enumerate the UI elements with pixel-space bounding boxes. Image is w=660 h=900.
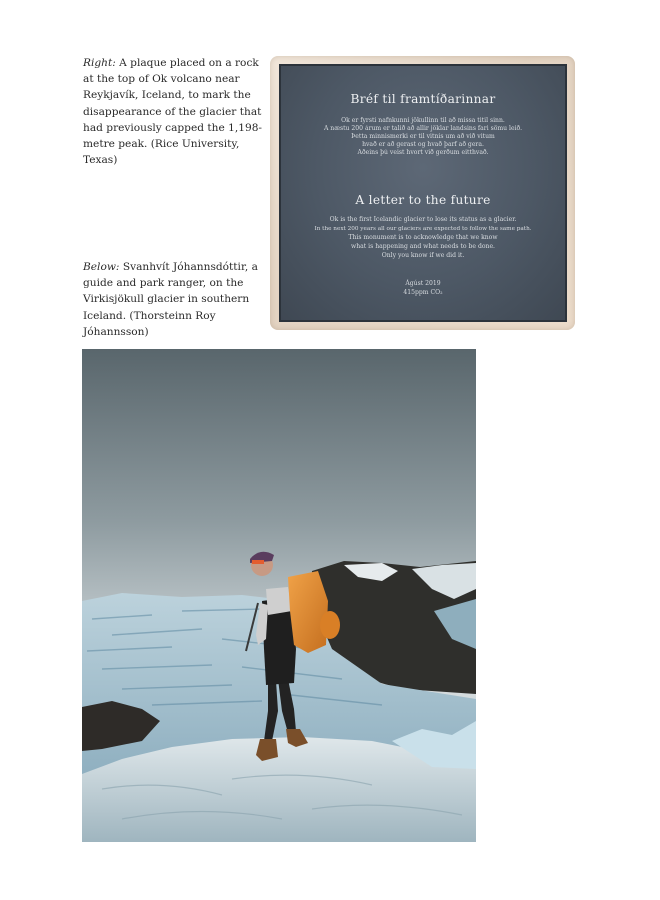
plaque-co2: 415ppm CO₂ bbox=[403, 289, 443, 296]
hiker-shirt bbox=[266, 587, 292, 615]
glacier-photo bbox=[82, 349, 476, 842]
plaque-english-line: what is happening and what needs to be done. bbox=[351, 243, 495, 250]
plaque-english-line: This monument is to acknowledge that we know bbox=[348, 234, 498, 241]
plaque-english-line: Only you know if we did it. bbox=[381, 252, 465, 259]
caption-right bbox=[83, 55, 263, 168]
hiker-boot bbox=[256, 739, 278, 761]
plaque-icelandic-line: Þetta minnismerki er til vitnis um að við vitum bbox=[351, 133, 495, 140]
plaque-english-title: A letter to the future bbox=[355, 193, 491, 207]
plaque-english-line: Ok is the first Icelandic glacier to lose its status as a glacier. bbox=[329, 216, 517, 223]
hiker-sunglasses bbox=[252, 560, 264, 564]
caption-below bbox=[83, 259, 258, 340]
plaque bbox=[279, 64, 567, 322]
plaque-icelandic-line: Aðeins þú veist hvort við gerðum eitthvað. bbox=[357, 149, 489, 156]
plaque-icelandic-title: Bréf til framtíðarinnar bbox=[350, 92, 496, 106]
plaque-date: Ágúst 2019 bbox=[405, 280, 441, 287]
plaque-icelandic-line: Ok er fyrsti nafnkunni jökullinn til að missa titil sinn. bbox=[341, 117, 505, 124]
plaque-icelandic-line: hvað er að gerast og hvað þarf að gera. bbox=[362, 141, 484, 148]
glacier-scene bbox=[82, 349, 476, 842]
hiker-backpack bbox=[288, 571, 328, 653]
plaque-icelandic-line: Á næstu 200 árum er talið að allir jöklar landsins fari sömu leið. bbox=[323, 125, 523, 132]
caption-below-text: Svanhvít Jóhannsdóttir, a guide and park ranger, on the Virkisjökull glacier in southern Iceland. (Thorsteinn Roy Jóhannsson) bbox=[83, 261, 258, 338]
caption-below-label: Below: bbox=[83, 261, 120, 273]
caption-right-text: A plaque placed on a rock at the top of Ok volcano near Reykjavík, Iceland, to mark the disappearance of the glacier that had previously capped the 1,198-metre peak. (Rice University, Texas) bbox=[83, 57, 263, 167]
caption-right-label: Right: bbox=[83, 57, 116, 69]
plaque-english-line: In the next 200 years all our glaciers are expected to follow the same path. bbox=[314, 226, 532, 232]
helmet-on-pack bbox=[320, 611, 340, 639]
